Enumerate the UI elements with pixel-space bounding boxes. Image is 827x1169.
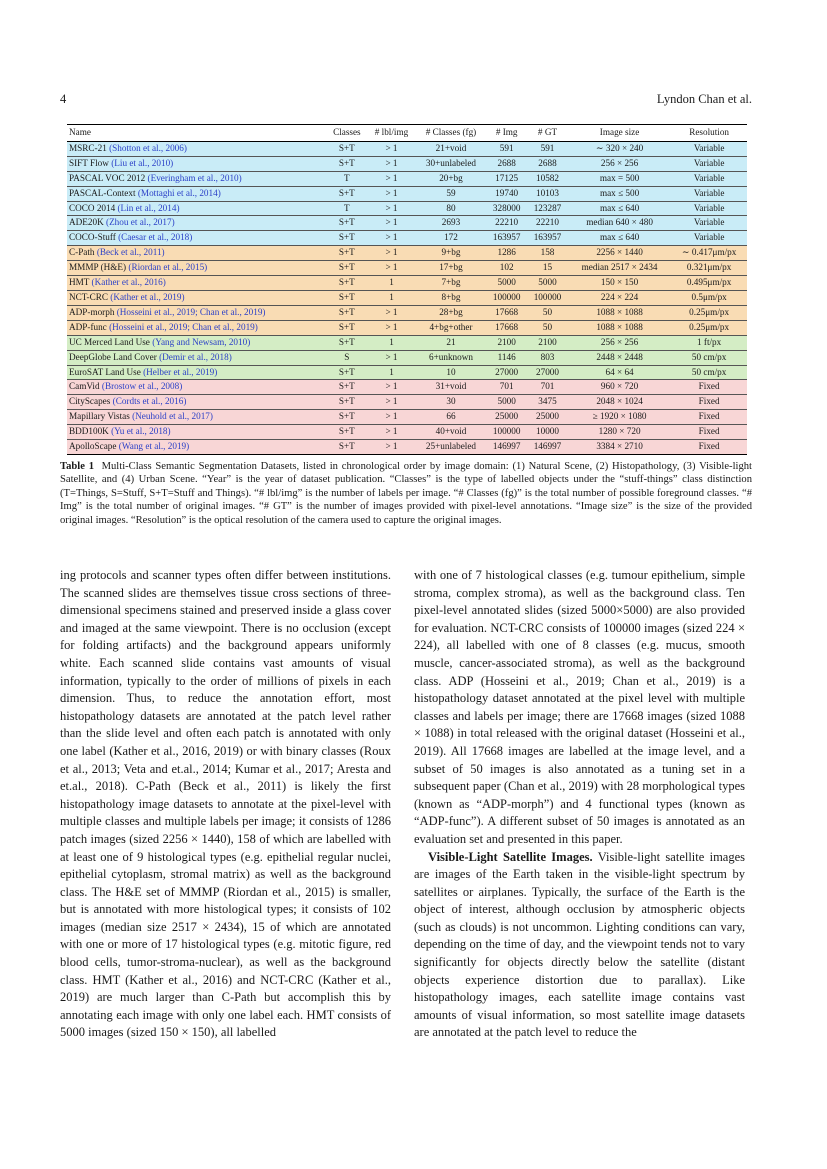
cell-name xyxy=(67,365,326,380)
paragraph-histopathology-cont: with one of 7 histological classes (e.g. tumour epithelium, simple stroma, complex stroma), as well as the background class. Ten pixel-level annotated slides (sized 5000×5000) are also provided for evaluation. NCT-CRC consists of 100000 images (sized 224 × 224), all labelled with one of 8 classes (e.g. mucus, smooth muscle, cancer-associated stroma), as well as the background class. ADP (Hosseini et al., 2019; Chan et al., 2019) is a histopathology dataset annotated at the pixel level with multiple classes and labels per image; there are 17668 images (sized 1088 × 1088) in total released with the original dataset (Hosseini et al., 2019). All 17668 images are labelled at the image level, and a subset of 50 images is also annotated as a tuning set in a subsequent paper (Chan et al., 2019) with 28 morphological types (known as “ADP-morph”) and 4 functional types (known as “ADP-func”). A different subset of 50 images is annotated as an evaluation set and presented in this paper. xyxy=(414,568,745,846)
cell-gt: 27000 xyxy=(527,365,568,380)
cell-size: 1280 × 720 xyxy=(568,425,671,440)
table-row xyxy=(67,395,747,410)
table-row xyxy=(67,350,747,365)
citation-link[interactable]: (Demir et al., 2018) xyxy=(159,351,232,362)
cell-size: max ≤ 640 xyxy=(568,201,671,216)
cell-size: 2048 × 1024 xyxy=(568,395,671,410)
dataset-name: COCO 2014 xyxy=(69,202,116,213)
cell-classes: S+T xyxy=(326,395,367,410)
cell-fg: 80 xyxy=(416,201,487,216)
cell-classes: S+T xyxy=(326,440,367,455)
cell-classes: S+T xyxy=(326,141,367,156)
table-row xyxy=(67,141,747,156)
cell-fg: 28+bg xyxy=(416,305,487,320)
dataset-name: NCT-CRC xyxy=(69,291,108,302)
cell-res: Fixed xyxy=(671,395,747,410)
table-row xyxy=(67,201,747,216)
cell-size: median 2517 × 2434 xyxy=(568,261,671,276)
cell-classes: S+T xyxy=(326,156,367,171)
citation-link[interactable]: (Riordan et al., 2015) xyxy=(128,262,208,273)
cell-res: Variable xyxy=(671,141,747,156)
cell-size: median 640 × 480 xyxy=(568,216,671,231)
table-row xyxy=(67,276,747,291)
cell-name xyxy=(67,440,326,455)
table-row xyxy=(67,290,747,305)
cell-classes: S+T xyxy=(326,246,367,261)
cell-classes: S+T xyxy=(326,410,367,425)
table-row xyxy=(67,156,747,171)
cell-gt: 22210 xyxy=(527,216,568,231)
paragraph-satellite xyxy=(414,849,745,1043)
page-number: 4 xyxy=(60,92,67,106)
cell-fg: 20+bg xyxy=(416,171,487,186)
cell-classes: S+T xyxy=(326,216,367,231)
cell-classes: S+T xyxy=(326,231,367,246)
cell-name xyxy=(67,186,326,201)
cell-img: 100000 xyxy=(486,425,527,440)
cell-fg: 21+void xyxy=(416,141,487,156)
dataset-name: CamVid xyxy=(69,381,100,392)
cell-res: 0.25μm/px xyxy=(671,320,747,335)
cell-size: max = 500 xyxy=(568,171,671,186)
cell-name xyxy=(67,246,326,261)
cell-lbl: > 1 xyxy=(367,201,415,216)
dataset-name: CityScapes xyxy=(69,396,111,407)
cell-name xyxy=(67,216,326,231)
cell-classes: S+T xyxy=(326,335,367,350)
dataset-name: C-Path xyxy=(69,247,95,258)
cell-img: 146997 xyxy=(486,440,527,455)
datasets-table xyxy=(67,124,747,455)
cell-res: Fixed xyxy=(671,410,747,425)
cell-gt: 163957 xyxy=(527,231,568,246)
dataset-name: DeepGlobe Land Cover xyxy=(69,351,157,362)
cell-gt: 803 xyxy=(527,350,568,365)
cell-size: 3384 × 2710 xyxy=(568,440,671,455)
dataset-name: EuroSAT Land Use xyxy=(69,366,141,377)
cell-lbl: 1 xyxy=(367,290,415,305)
paragraph-histopathology: ing protocols and scanner types often differ between institutions. The scanned slides are themselves tissue cross sections of three-dimensional specimens stained and preserved inside a glass cover and imaged at the same viewpoint. There is no occlusion (except for folding artifacts) and the background appears uniformly white. Each scanned slide contains vast amounts of visual information, typically to the order of millions of pixels in each dimension. Thus, to reduce the annotation effort, most histopathology datasets are annotated at the patch level rather than the slide level and often each patch is annotated with only one label (Kather et al., 2016, 2019) or with binary classes (Roux et al., 2013; Veta and et.al., 2014; Kumar et al., 2017; Aresta and et.al., 2018). C-Path (Beck et al., 2011) is likely the first histopathology image datasets to annotate at the pixel-level with multiple classes and multiple labels per image; it consists of 1286 patch images (sized 2256 × 1440), 158 of which are labelled with at least one of 9 histological types (e.g. epithelial regular nuclei, epithelial cytoplasm, stromal matrix) as well as the background class. The H&E set of MMMP (Riordan et al., 2015) is smaller, but is annotated with more histological types; it consists of 102 images (median size 2517 × 2434), 15 of which are annotated with one or more of 17 histological types (e.g. mitotic figure, red blood cells, tumor-stroma-nuclear), as well as the background class. HMT (Kather et al., 2016) and NCT-CRC (Kather et al., 2019) are much larger than C-Path but accomplish this by annotating each image with only one label each. HMT consists of 5000 images (sized 150 × 150), all labelled xyxy=(60,568,391,1040)
cell-fg: 31+void xyxy=(416,380,487,395)
cell-lbl: > 1 xyxy=(367,440,415,455)
cell-img: 17125 xyxy=(486,171,527,186)
cell-lbl: > 1 xyxy=(367,156,415,171)
col-header-lbl: # lbl/img xyxy=(367,125,415,142)
cell-name xyxy=(67,425,326,440)
cell-gt: 2688 xyxy=(527,156,568,171)
cell-size: 224 × 224 xyxy=(568,290,671,305)
cell-lbl: > 1 xyxy=(367,216,415,231)
cell-res: Variable xyxy=(671,186,747,201)
cell-name xyxy=(67,305,326,320)
cell-img: 1286 xyxy=(486,246,527,261)
cell-classes: S+T xyxy=(326,261,367,276)
body-column-left xyxy=(60,567,391,1042)
table-caption xyxy=(60,460,752,527)
cell-fg: 25+unlabeled xyxy=(416,440,487,455)
table-row xyxy=(67,320,747,335)
cell-img: 701 xyxy=(486,380,527,395)
table-body xyxy=(67,141,747,454)
dataset-name: ADP-morph xyxy=(69,306,115,317)
cell-res: Fixed xyxy=(671,440,747,455)
cell-name xyxy=(67,320,326,335)
cell-classes: S+T xyxy=(326,305,367,320)
citation-link[interactable]: (Lin et al., 2014) xyxy=(117,202,180,213)
table-header-row xyxy=(67,125,747,142)
dataset-name: ADE20K xyxy=(69,217,104,228)
cell-fg: 59 xyxy=(416,186,487,201)
cell-lbl: > 1 xyxy=(367,186,415,201)
cell-size: 256 × 256 xyxy=(568,335,671,350)
cell-gt: 2100 xyxy=(527,335,568,350)
cell-name xyxy=(67,350,326,365)
cell-lbl: > 1 xyxy=(367,246,415,261)
table-row xyxy=(67,305,747,320)
citation-link[interactable]: (Hosseini et al., 2019; Chan et al., 2019) xyxy=(116,306,266,317)
cell-size: ≥ 1920 × 1080 xyxy=(568,410,671,425)
cell-img: 19740 xyxy=(486,186,527,201)
citation-link[interactable]: (Helber et al., 2019) xyxy=(143,366,218,377)
cell-classes: S+T xyxy=(326,365,367,380)
dataset-name: PASCAL-Context xyxy=(69,187,136,198)
cell-classes: S xyxy=(326,350,367,365)
cell-lbl: 1 xyxy=(367,276,415,291)
cell-lbl: > 1 xyxy=(367,350,415,365)
dataset-name: ADP-func xyxy=(69,321,107,332)
citation-link[interactable]: (Neuhold et al., 2017) xyxy=(132,411,213,422)
cell-res: Fixed xyxy=(671,425,747,440)
cell-res: Variable xyxy=(671,216,747,231)
cell-img: 163957 xyxy=(486,231,527,246)
cell-name xyxy=(67,410,326,425)
cell-gt: 50 xyxy=(527,320,568,335)
dataset-name: COCO-Stuff xyxy=(69,232,116,243)
cell-classes: S+T xyxy=(326,320,367,335)
dataset-name: BDD100K xyxy=(69,426,109,437)
cell-img: 100000 xyxy=(486,290,527,305)
cell-fg: 66 xyxy=(416,410,487,425)
cell-classes: S+T xyxy=(326,276,367,291)
cell-fg: 10 xyxy=(416,365,487,380)
cell-img: 5000 xyxy=(486,276,527,291)
citation-link[interactable]: (Caesar et al., 2018) xyxy=(118,232,193,243)
cell-classes: S+T xyxy=(326,380,367,395)
dataset-name: Mapillary Vistas xyxy=(69,411,130,422)
citation-link[interactable]: (Everingham et al., 2010) xyxy=(147,172,242,183)
cell-res: Variable xyxy=(671,201,747,216)
cell-res: ∼ 0.417μm/px xyxy=(671,246,747,261)
cell-img: 27000 xyxy=(486,365,527,380)
cell-gt: 25000 xyxy=(527,410,568,425)
cell-gt: 591 xyxy=(527,141,568,156)
dataset-name: HMT xyxy=(69,277,90,288)
cell-fg: 17+bg xyxy=(416,261,487,276)
citation-link[interactable]: (Mottaghi et al., 2014) xyxy=(137,187,221,198)
cell-lbl: > 1 xyxy=(367,171,415,186)
caption-text: Multi-Class Semantic Segmentation Datasets, listed in chronological order by image domain: (1) Natural Scene, (2) Histopathology, (3) Visible-light Satellite, and (4) Urban Scene. “Year” is the year of dataset publication. “Classes” is the type of labelled objects under the “stuff-things” class distinction (T=Things, S=Stuff, S+T=Stuff and Things). “# lbl/img” is the number of labels per image. “# Classes (fg)” is the total number of possible foreground classes. “# Img” is the total number of original images. “# GT” is the number of images provided with pixel-level annotations. “Image size” is the size of the provided original images. “Resolution” is the optical resolution of the camera used to capture the original images. xyxy=(60,461,753,526)
col-header-fg: # Classes (fg) xyxy=(416,125,487,142)
cell-gt: 5000 xyxy=(527,276,568,291)
cell-size: ∼ 320 × 240 xyxy=(568,141,671,156)
citation-link[interactable]: (Kather et al., 2016) xyxy=(91,277,166,288)
cell-fg: 21 xyxy=(416,335,487,350)
cell-size: max ≤ 500 xyxy=(568,186,671,201)
cell-img: 22210 xyxy=(486,216,527,231)
cell-img: 5000 xyxy=(486,395,527,410)
cell-fg: 7+bg xyxy=(416,276,487,291)
cell-gt: 123287 xyxy=(527,201,568,216)
cell-gt: 15 xyxy=(527,261,568,276)
cell-name xyxy=(67,276,326,291)
cell-name xyxy=(67,231,326,246)
body-column-right xyxy=(414,567,745,1042)
cell-res: Variable xyxy=(671,231,747,246)
cell-img: 1146 xyxy=(486,350,527,365)
cell-res: Variable xyxy=(671,171,747,186)
cell-fg: 8+bg xyxy=(416,290,487,305)
citation-link[interactable]: (Yang and Newsam, 2010) xyxy=(152,336,251,347)
caption-label: Table 1 xyxy=(60,461,95,472)
cell-img: 17668 xyxy=(486,320,527,335)
cell-lbl: > 1 xyxy=(367,141,415,156)
cell-gt: 146997 xyxy=(527,440,568,455)
citation-link[interactable]: (Wang et al., 2019) xyxy=(118,441,190,452)
table-row xyxy=(67,186,747,201)
cell-img: 102 xyxy=(486,261,527,276)
table-row xyxy=(67,261,747,276)
cell-name xyxy=(67,380,326,395)
table-row xyxy=(67,365,747,380)
cell-res: 50 cm/px xyxy=(671,365,747,380)
cell-size: max ≤ 640 xyxy=(568,231,671,246)
dataset-name: MMMP (H&E) xyxy=(69,262,127,273)
citation-link[interactable]: (Yu et al., 2018) xyxy=(111,426,171,437)
cell-fg: 4+bg+other xyxy=(416,320,487,335)
cell-res: 1 ft/px xyxy=(671,335,747,350)
running-authors: Lyndon Chan et al. xyxy=(656,92,752,106)
cell-img: 17668 xyxy=(486,305,527,320)
cell-name xyxy=(67,395,326,410)
table-row xyxy=(67,440,747,455)
cell-fg: 40+void xyxy=(416,425,487,440)
cell-size: 960 × 720 xyxy=(568,380,671,395)
cell-lbl: > 1 xyxy=(367,261,415,276)
cell-res: 0.25μm/px xyxy=(671,305,747,320)
table-row xyxy=(67,231,747,246)
cell-fg: 2693 xyxy=(416,216,487,231)
cell-img: 25000 xyxy=(486,410,527,425)
cell-lbl: > 1 xyxy=(367,395,415,410)
table-row xyxy=(67,246,747,261)
col-header-res: Resolution xyxy=(671,125,747,142)
col-header-gt: # GT xyxy=(527,125,568,142)
cell-classes: S+T xyxy=(326,425,367,440)
cell-fg: 30+unlabeled xyxy=(416,156,487,171)
table-row xyxy=(67,171,747,186)
cell-img: 2688 xyxy=(486,156,527,171)
cell-size: 64 × 64 xyxy=(568,365,671,380)
cell-size: 2448 × 2448 xyxy=(568,350,671,365)
cell-res: 0.495μm/px xyxy=(671,276,747,291)
cell-name xyxy=(67,201,326,216)
cell-fg: 30 xyxy=(416,395,487,410)
cell-name xyxy=(67,171,326,186)
cell-lbl: > 1 xyxy=(367,320,415,335)
datasets-table-wrap xyxy=(67,124,747,455)
cell-size: 1088 × 1088 xyxy=(568,305,671,320)
col-header-img: # Img xyxy=(486,125,527,142)
dataset-name: SIFT Flow xyxy=(69,157,109,168)
citation-link[interactable]: (Shotton et al., 2006) xyxy=(109,142,187,153)
cell-gt: 3475 xyxy=(527,395,568,410)
table-row xyxy=(67,216,747,231)
cell-classes: S+T xyxy=(326,186,367,201)
col-header-name: Name xyxy=(67,125,326,142)
cell-gt: 50 xyxy=(527,305,568,320)
dataset-name: ApolloScape xyxy=(69,441,117,452)
paragraph-satellite-text: Visible-light satellite images are images of the Earth taken in the visible-light spectrum by satellites or airplanes. Typically, the surface of the Earth is the object of interest, although occlusion by atmospheric objects (such as clouds) is not uncommon. Lighting conditions can vary, depending on the time of day, and the viewpoint tends not to vary significantly for objects directly below the satellite (distant objects experience distortion due to parallax). Like histopathology images, each satellite image contains vast amounts of visual information, so most satellite image datasets are annotated at the patch level to reduce the xyxy=(414,849,746,1040)
cell-name xyxy=(67,261,326,276)
cell-name xyxy=(67,156,326,171)
citation-link[interactable]: (Zhou et al., 2017) xyxy=(106,217,175,228)
cell-img: 591 xyxy=(486,141,527,156)
cell-lbl: 1 xyxy=(367,365,415,380)
dataset-name: UC Merced Land Use xyxy=(69,336,150,347)
cell-res: 50 cm/px xyxy=(671,350,747,365)
cell-classes: T xyxy=(326,171,367,186)
cell-res: Fixed xyxy=(671,380,747,395)
cell-fg: 6+unknown xyxy=(416,350,487,365)
citation-link[interactable]: (Liu et al., 2010) xyxy=(111,157,174,168)
cell-lbl: 1 xyxy=(367,335,415,350)
cell-res: 0.5μm/px xyxy=(671,290,747,305)
cell-gt: 10103 xyxy=(527,186,568,201)
cell-size: 2256 × 1440 xyxy=(568,246,671,261)
dataset-name: PASCAL VOC 2012 xyxy=(69,172,146,183)
cell-img: 328000 xyxy=(486,201,527,216)
cell-gt: 10000 xyxy=(527,425,568,440)
cell-res: Variable xyxy=(671,156,747,171)
cell-size: 150 × 150 xyxy=(568,276,671,291)
citation-link[interactable]: (Hosseini et al., 2019; Chan et al., 2019) xyxy=(109,321,258,332)
citation-link[interactable]: (Kather et al., 2019) xyxy=(110,291,185,302)
table-row xyxy=(67,410,747,425)
cell-res: 0.321μm/px xyxy=(671,261,747,276)
cell-gt: 701 xyxy=(527,380,568,395)
citation-link[interactable]: (Brostow et al., 2008) xyxy=(101,381,183,392)
cell-name xyxy=(67,290,326,305)
citation-link[interactable]: (Cordts et al., 2016) xyxy=(112,396,187,407)
cell-size: 1088 × 1088 xyxy=(568,320,671,335)
cell-name xyxy=(67,141,326,156)
cell-lbl: > 1 xyxy=(367,380,415,395)
cell-img: 2100 xyxy=(486,335,527,350)
section-title-satellite: Visible-Light Satellite Images. xyxy=(428,849,593,864)
table-row xyxy=(67,425,747,440)
cell-gt: 10582 xyxy=(527,171,568,186)
cell-gt: 158 xyxy=(527,246,568,261)
cell-lbl: > 1 xyxy=(367,305,415,320)
col-header-classes: Classes xyxy=(326,125,367,142)
cell-lbl: > 1 xyxy=(367,410,415,425)
cell-classes: S+T xyxy=(326,290,367,305)
cell-fg: 172 xyxy=(416,231,487,246)
cell-lbl: > 1 xyxy=(367,425,415,440)
cell-name xyxy=(67,335,326,350)
cell-lbl: > 1 xyxy=(367,231,415,246)
cell-classes: T xyxy=(326,201,367,216)
col-header-size: Image size xyxy=(568,125,671,142)
dataset-name: MSRC-21 xyxy=(69,142,107,153)
table-row xyxy=(67,380,747,395)
cell-gt: 100000 xyxy=(527,290,568,305)
table-row xyxy=(67,335,747,350)
cell-fg: 9+bg xyxy=(416,246,487,261)
citation-link[interactable]: (Beck et al., 2011) xyxy=(96,247,165,258)
cell-size: 256 × 256 xyxy=(568,156,671,171)
